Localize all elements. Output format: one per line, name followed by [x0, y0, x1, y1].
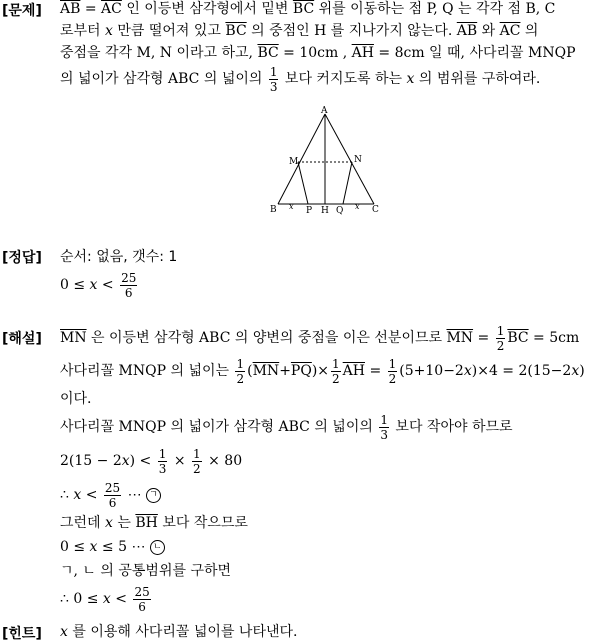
problem-tag: [문제] — [2, 3, 42, 19]
t: 와 — [477, 23, 500, 39]
t: ∴ 0 ≤ — [60, 591, 103, 607]
seg-ab: $\overline{AB}$ — [60, 1, 81, 17]
t: 의 넓이가 삼각형 ABC 의 넓이의 — [60, 71, 267, 87]
var-x: x — [89, 277, 98, 293]
problem-line-3 — [60, 42, 588, 64]
fraction — [496, 324, 506, 353]
hint-text — [60, 621, 588, 643]
t: ( — [247, 363, 253, 379]
t: = 8cm 일 때, 사다리꼴 MNQP — [373, 45, 576, 61]
num: 1 — [496, 323, 505, 338]
t: = — [473, 330, 494, 346]
seg-pq: $\overline{PQ}$ — [290, 363, 312, 379]
t: 0 ≤ — [60, 277, 90, 293]
var-x: x — [406, 71, 415, 87]
t: 보다 작으므로 — [157, 515, 248, 531]
t: × — [169, 453, 191, 469]
var-x: x — [89, 539, 98, 555]
answer-line-2 — [60, 268, 588, 302]
num: 1 — [236, 356, 245, 371]
hint-tag: [힌트] — [2, 626, 42, 642]
solution-line-5 — [60, 444, 588, 478]
t: ≤ 5 ⋯ — [97, 539, 150, 555]
var-x: x — [60, 624, 68, 640]
den: 2 — [236, 371, 245, 386]
den: 6 — [138, 599, 146, 614]
var-x: x — [105, 515, 113, 531]
t: 2(15 − 2 — [60, 453, 122, 469]
t: 인 이등변 삼각형에서 밑변 — [121, 1, 293, 17]
fraction — [331, 357, 341, 386]
t: 만큼 떨어져 있고 — [112, 23, 226, 39]
num: 25 — [121, 270, 137, 285]
t: = — [365, 363, 386, 379]
answer-line-1: 순서: 없음, 갯수: 1 — [60, 249, 178, 265]
fraction — [158, 447, 168, 476]
t: )× — [311, 363, 330, 379]
t: 를 이용해 사다리꼴 넓이를 나타낸다. — [67, 624, 298, 640]
seg-ac: $\overline{AC}$ — [101, 1, 122, 17]
problem-line-2 — [60, 20, 588, 42]
num: 1 — [388, 356, 397, 371]
t: 위를 이동하는 점 P, Q 는 각각 점 B, C — [314, 1, 556, 17]
num: 1 — [158, 446, 167, 461]
t: = — [80, 1, 102, 17]
label-x-right: x — [355, 202, 360, 211]
solution-line-1 — [60, 322, 588, 354]
t: 는 — [112, 515, 136, 531]
den: 3 — [269, 79, 278, 94]
num: 1 — [269, 64, 278, 79]
side-ac — [325, 114, 374, 204]
num: 1 — [380, 412, 388, 427]
var-x: x — [571, 363, 580, 379]
t: 0 ≤ — [60, 539, 90, 555]
var-x: x — [102, 591, 111, 607]
t: 은 이등변 삼각형 ABC 의 양변의 중점을 이은 선분이므로 — [86, 330, 447, 346]
num: 1 — [193, 446, 201, 461]
t: ) — [579, 363, 585, 379]
fraction — [120, 271, 137, 300]
t: < — [81, 487, 102, 503]
seg-bh: $\overline{BH}$ — [135, 515, 158, 531]
hint-line-1 — [60, 621, 588, 643]
solution-line-9: ㄱ, ㄴ 의 공통범위를 구하면 — [60, 563, 232, 579]
den: 2 — [332, 371, 340, 386]
fraction — [269, 65, 279, 94]
t: 의 — [520, 23, 539, 39]
seg-ah: $\overline{AH}$ — [342, 363, 365, 379]
var-x: x — [105, 23, 113, 39]
side-ab — [278, 114, 325, 204]
den: 6 — [108, 495, 117, 510]
seg-mn: $\overline{MN}$ — [446, 330, 474, 346]
segment-nq — [343, 162, 352, 204]
den: 2 — [496, 338, 505, 353]
t: ⋯ — [123, 487, 147, 503]
label-x-left: x — [289, 202, 294, 211]
label-h: H — [321, 206, 329, 216]
seg-ah: $\overline{AH}$ — [351, 45, 374, 61]
t: ) < — [129, 453, 156, 469]
answer-tag: [정답] — [2, 250, 42, 266]
label-n: N — [354, 155, 362, 165]
fraction — [388, 357, 398, 386]
label-c: C — [372, 205, 379, 215]
segment-mp — [298, 162, 308, 204]
num: 25 — [104, 480, 121, 495]
t: 보다 작아야 하므로 — [390, 419, 513, 435]
den: 3 — [158, 461, 167, 476]
problem-line-1 — [60, 0, 588, 20]
t: 사다리꼴 MNQP 의 넓이는 — [60, 363, 234, 379]
t: 그런데 — [60, 515, 106, 531]
t: 의 중점인 H 를 지나가지 않는다. — [246, 23, 457, 39]
fraction — [133, 585, 150, 614]
den: 6 — [124, 285, 133, 300]
problem-text — [60, 0, 588, 94]
fraction — [379, 413, 389, 442]
seg-ac: $\overline{AC}$ — [499, 23, 521, 39]
var-x: x — [463, 363, 472, 379]
solution-line-10 — [60, 582, 588, 616]
solution-line-6 — [60, 478, 588, 512]
num: 25 — [134, 584, 150, 599]
seg-mn: $\overline{MN}$ — [252, 363, 280, 379]
seg-bc: $\overline{BC}$ — [225, 23, 247, 39]
label-b: B — [270, 205, 277, 215]
fraction — [235, 357, 245, 386]
t: )×4 = 2(15−2 — [471, 363, 572, 379]
circled-mark-1: ㄱ — [146, 488, 161, 503]
t: = 10cm , — [278, 45, 352, 61]
den: 3 — [380, 427, 388, 442]
solution-line-3: 이다. — [60, 391, 92, 407]
problem-line-4 — [60, 64, 588, 94]
label-a: A — [321, 106, 328, 116]
solution-tag: [해설] — [2, 331, 42, 347]
solution-line-4 — [60, 410, 588, 444]
seg-mn: $\overline{MN}$ — [60, 330, 87, 346]
var-x: x — [73, 487, 82, 503]
num: 1 — [332, 356, 340, 371]
label-p: P — [306, 206, 313, 216]
t: < — [110, 591, 132, 607]
t: 의 범위를 구하여라. — [414, 71, 541, 87]
answer-text — [60, 246, 588, 302]
t: (5+10−2 — [399, 363, 464, 379]
seg-ab: $\overline{AB}$ — [456, 23, 478, 39]
t: × 80 — [203, 453, 243, 469]
t: = 5cm — [528, 330, 580, 346]
t: < — [97, 277, 119, 293]
solution-text — [60, 322, 588, 616]
t: 보다 커지도록 하는 — [280, 71, 407, 87]
solution-line-7 — [60, 512, 588, 534]
den: 2 — [193, 461, 201, 476]
seg-bc: $\overline{BC}$ — [292, 1, 315, 17]
t: 로부터 — [60, 23, 106, 39]
t: 중점을 각각 M, N 이라고 하고, — [60, 45, 258, 61]
den: 2 — [388, 371, 397, 386]
label-m: M — [289, 157, 299, 167]
t: ∴ — [60, 487, 74, 503]
circled-mark-2: ㄴ — [150, 540, 165, 555]
var-x: x — [121, 453, 130, 469]
fraction — [104, 481, 121, 510]
fraction — [192, 447, 202, 476]
triangle-figure — [262, 104, 392, 216]
seg-bc: $\overline{BC}$ — [257, 45, 279, 61]
seg-bc: $\overline{BC}$ — [507, 330, 529, 346]
solution-line-2 — [60, 354, 588, 388]
solution-line-8 — [60, 534, 588, 560]
label-q: Q — [336, 206, 344, 216]
t: + — [279, 363, 291, 379]
t: 사다리꼴 MNQP 의 넓이가 삼각형 ABC 의 넓이의 — [60, 419, 378, 435]
